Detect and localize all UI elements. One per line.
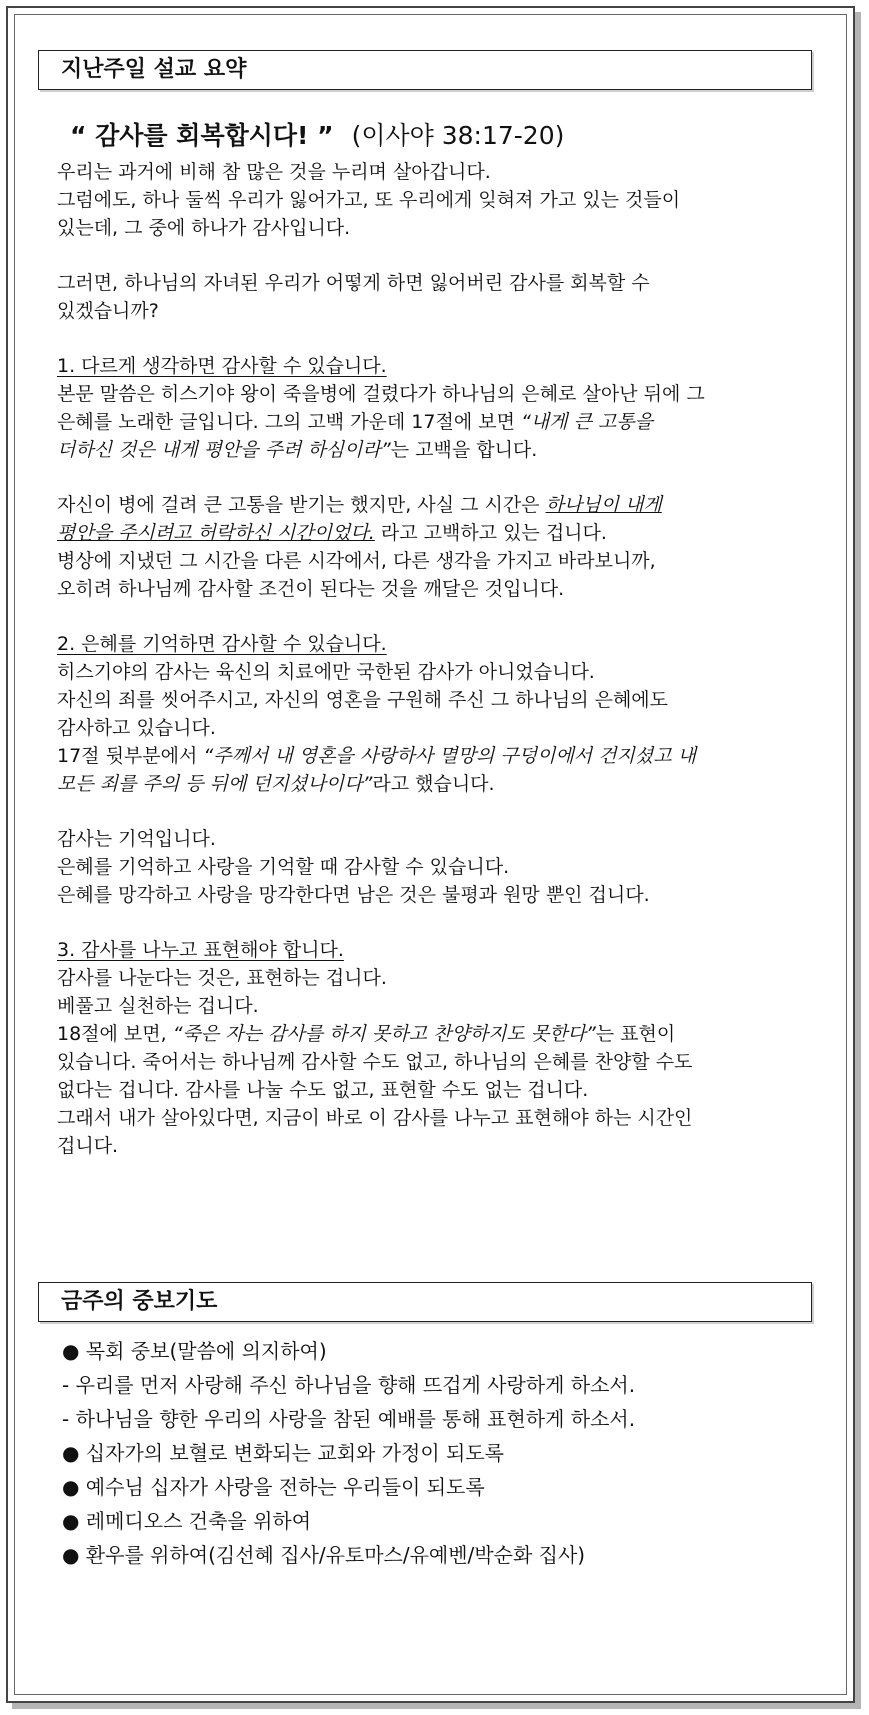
intro-line: 우리는 과거에 비해 참 많은 것을 누리며 살아갑니다. — [57, 161, 491, 183]
section-title-text: 지난주일 설교 요약 — [61, 57, 247, 82]
intro-line: 있는데, 그 중에 하나가 감사입니다. — [57, 217, 351, 239]
body-line: 히스기야의 감사는 육신의 치료에만 국한된 감사가 아니었습니다. — [57, 661, 595, 683]
body-line — [57, 772, 495, 796]
scripture-quote: “주께서 내 영혼을 사랑하사 멸망의 구덩이에서 건지셨고 내 — [203, 745, 697, 767]
text-span: 자신이 병에 걸려 큰 고통을 받기는 했지만, 사실 그 시간은 — [57, 494, 546, 516]
section-title-prayer — [38, 1282, 812, 1322]
intro-line: 있겠습니까? — [57, 300, 159, 322]
body-line: 오히려 하나님께 감사할 조건이 된다는 것을 깨달은 것입니다. — [57, 578, 565, 600]
body-line: 감사하고 있습니다. — [57, 717, 216, 739]
text-span: 라고 했습니다. — [372, 773, 495, 795]
body-line: 병상에 지냈던 그 시간을 다른 시각에서, 다른 생각을 가지고 바라보니까, — [57, 550, 656, 572]
body-line — [57, 1022, 675, 1046]
prayer-item: - 우리를 먼저 사랑해 주신 하나님을 향해 뜨겁게 사랑하게 하소서. — [62, 1373, 636, 1397]
body-line — [57, 438, 537, 462]
point-2-heading: 2. 은혜를 기억하면 감사할 수 있습니다. — [57, 633, 387, 655]
emphasis-text: 하나님이 내게 — [545, 494, 662, 516]
prayer-item: ● 목회 중보(말씀에 의지하여) — [62, 1339, 327, 1363]
body-line: 겁니다. — [57, 1135, 119, 1157]
body-line: 본문 말씀은 히스기야 왕이 죽을병에 걸렸다가 하나님의 은혜로 살아난 뒤에 그 — [57, 383, 705, 405]
scripture-quote: “내게 큰 고통을 — [520, 411, 654, 433]
point-3-heading: 3. 감사를 나누고 표현해야 합니다. — [57, 939, 344, 961]
body-line: 은혜를 망각하고 사랑을 망각한다면 남은 것은 불평과 원망 뿐인 겁니다. — [57, 884, 650, 906]
body-line: 그래서 내가 살아있다면, 지금이 바로 이 감사를 나누고 표현해야 하는 시간인 — [57, 1107, 693, 1129]
prayer-item: ● 십자가의 보혈로 변화되는 교회와 가정이 되도록 — [62, 1441, 504, 1465]
text-span: 는 고백을 합니다. — [390, 439, 538, 461]
point-1-heading: 1. 다르게 생각하면 감사할 수 있습니다. — [57, 355, 387, 377]
body-line: 있습니다. 죽어서는 하나님께 감사할 수도 없고, 하나님의 은혜를 찬양할 수도 — [57, 1051, 693, 1073]
body-line: 자신의 죄를 씻어주시고, 자신의 영혼을 구원해 주신 그 하나님의 은혜에도 — [57, 689, 669, 711]
scripture-quote: “죽은 자는 감사를 하지 못하고 찬양하지도 못한다” — [172, 1023, 596, 1045]
body-line: 베풀고 실천하는 겁니다. — [57, 995, 259, 1017]
prayer-item: ● 환우를 위하여(김선혜 집사/유토마스/유예벤/박순화 집사) — [62, 1543, 586, 1567]
text-span: 17절 뒷부분에서 — [57, 745, 204, 767]
body-line — [57, 521, 607, 545]
intro-line: 그럼에도, 하나 둘씩 우리가 잃어가고, 또 우리에게 잊혀져 가고 있는 것들이 — [57, 189, 681, 211]
prayer-item: - 하나님을 향한 우리의 사랑을 참된 예배를 통해 표현하게 하소서. — [62, 1407, 636, 1431]
sermon-title-text: “ 감사를 회복합시다! ” — [70, 121, 334, 150]
text-span: 라고 고백하고 있는 겁니다. — [374, 522, 607, 544]
body-line — [57, 493, 662, 517]
text-span: 18절에 보면, — [57, 1023, 173, 1045]
body-line: 감사를 나눈다는 것은, 표현하는 겁니다. — [57, 967, 387, 989]
section-title-text: 금주의 중보기도 — [61, 1289, 218, 1314]
prayer-item: ● 레메디오스 건축을 위하여 — [62, 1509, 312, 1533]
emphasis-text: 평안을 주시려고 허락하신 시간이었다. — [57, 522, 375, 544]
body-line: 감사는 기억입니다. — [57, 828, 216, 850]
scripture-reference: (이사야 38:17-20) — [351, 121, 565, 150]
body-line: 은혜를 기억하고 사랑을 기억할 때 감사할 수 있습니다. — [57, 856, 510, 878]
sermon-title — [70, 116, 564, 152]
text-span: 은혜를 노래한 글입니다. 그의 고백 가운데 17절에 보면 — [57, 411, 521, 433]
intro-line: 그러면, 하나님의 자녀된 우리가 어떻게 하면 잃어버린 감사를 회복할 수 — [57, 272, 650, 294]
scripture-quote: 더하신 것은 내게 평안을 주려 하심이라” — [57, 439, 391, 461]
body-line — [57, 410, 653, 434]
section-title-sermon-summary — [38, 50, 812, 90]
text-span: 는 표현이 — [595, 1023, 676, 1045]
prayer-item: ● 예수님 십자가 사랑을 전하는 우리들이 되도록 — [62, 1475, 485, 1499]
body-line: 없다는 겁니다. 감사를 나눌 수도 없고, 표현할 수도 없는 겁니다. — [57, 1079, 589, 1101]
body-line — [57, 744, 696, 768]
scripture-quote: 모든 죄를 주의 등 뒤에 던지셨나이다” — [57, 773, 373, 795]
